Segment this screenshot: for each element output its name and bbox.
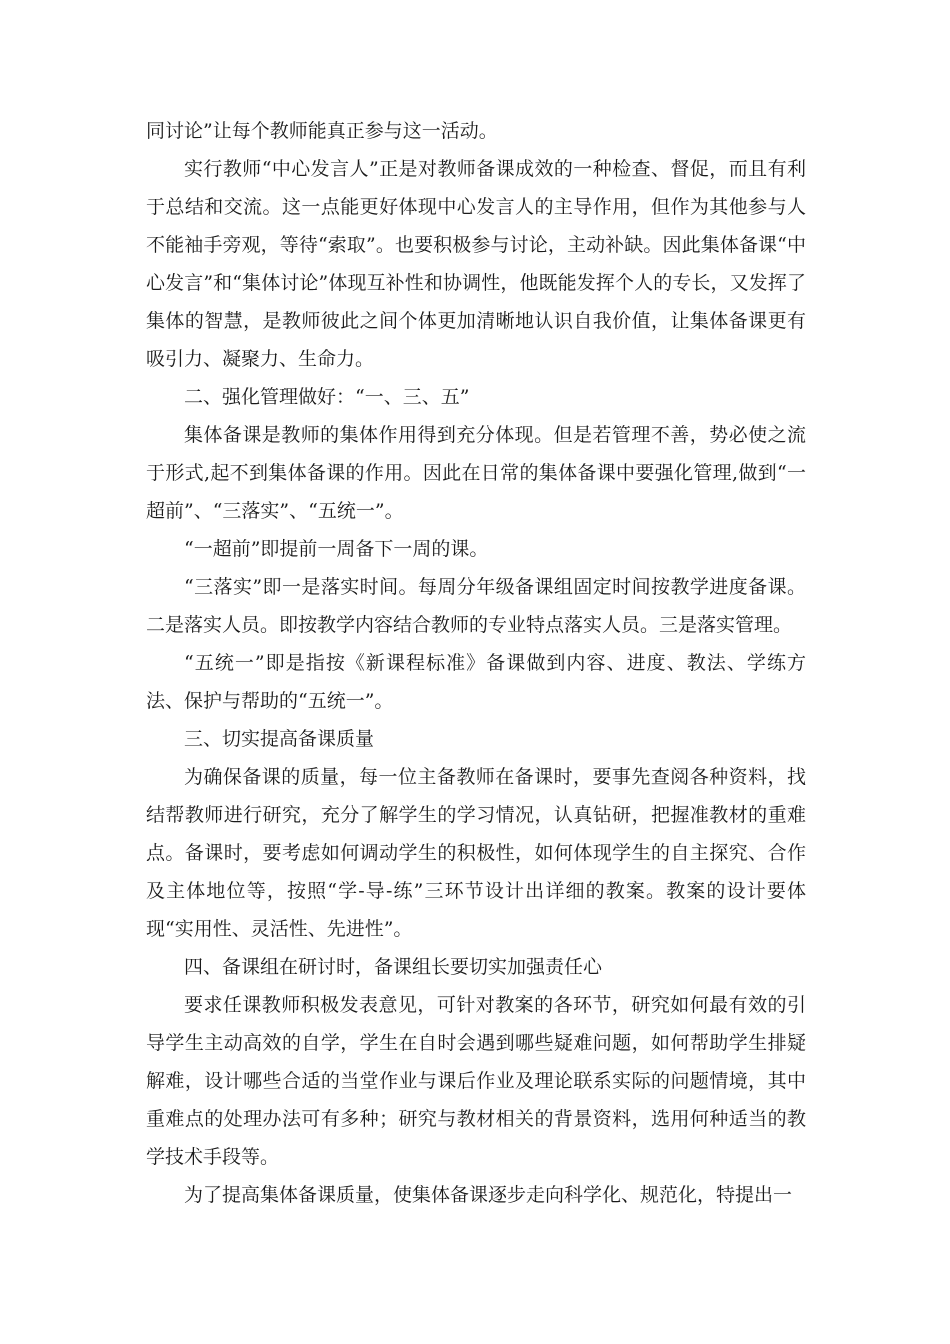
document-page [146, 112, 806, 1214]
section-heading-3: 三、切实提高备课质量 [184, 728, 375, 750]
paragraph-management: 集体备课是教师的集体作用得到充分体现。但是若管理不善，势必使之流于形式,起不到集体备课的作用。因此在日常的集体备课中要强化管理,做到“一超前”、“三落实”、“五统一”。 [146, 424, 806, 522]
section-heading-4: 四、备课组在研讨时，备课组长要切实加强责任心 [184, 956, 603, 978]
paragraph-continuation: 同讨论”让每个教师能真正参与这一活动。 [146, 120, 498, 142]
paragraph-central-speaker: 实行教师“中心发言人”正是对教师备课成效的一种检查、督促，而且有利于总结和交流。这一点能更好体现中心发言人的主导作用，但作为其他参与人不能袖手旁观，等待“索取”。也要积极参与讨论，主动补缺。因此集体备课“中心发言”和“集体讨论”体现互补性和协调性，他既能发挥个人的专长，又发挥了集体的智慧，是教师彼此之间个体更加清晰地认识自我价值，让集体备课更有吸引力、凝聚力、生命力。 [146, 158, 806, 370]
paragraph-final: 为了提高集体备课质量，使集体备课逐步走向科学化、规范化，特提出一 [184, 1184, 793, 1206]
paragraph-five-unify: “五统一”即是指按《新课程标准》备课做到内容、进度、教法、学练方法、保护与帮助的“五统一”。 [146, 652, 806, 712]
paragraph-one-ahead: “一超前”即提前一周备下一周的课。 [184, 538, 489, 560]
paragraph-three-implement: “三落实”即一是落实时间。每周分年级备课组固定时间按教学进度备课。二是落实人员。即按教学内容结合教师的专业特点落实人员。三是落实管理。 [146, 576, 806, 636]
section-heading-2: 二、强化管理做好：“一、三、五” [184, 386, 470, 408]
paragraph-quality: 为确保备课的质量，每一位主备教师在备课时，要事先查阅各种资料，找结帮教师进行研究，充分了解学生的学习情况，认真钻研，把握准教材的重难点。备课时，要考虑如何调动学生的积极性，如何体现学生的自主探究、合作及主体地位等，按照“学-导-练”三环节设计出详细的教案。教案的设计要体现“实用性、灵活性、先进性”。 [146, 766, 806, 940]
paragraph-discussion: 要求任课教师积极发表意见，可针对教案的各环节，研究如何最有效的引导学生主动高效的自学，学生在自时会遇到哪些疑难问题，如何帮助学生排疑解难，设计哪些合适的当堂作业与课后作业及理论联系实际的问题情境，其中重难点的处理办法可有多种；研究与教材相关的背景资料，选用何种适当的教学技术手段等。 [146, 994, 806, 1168]
